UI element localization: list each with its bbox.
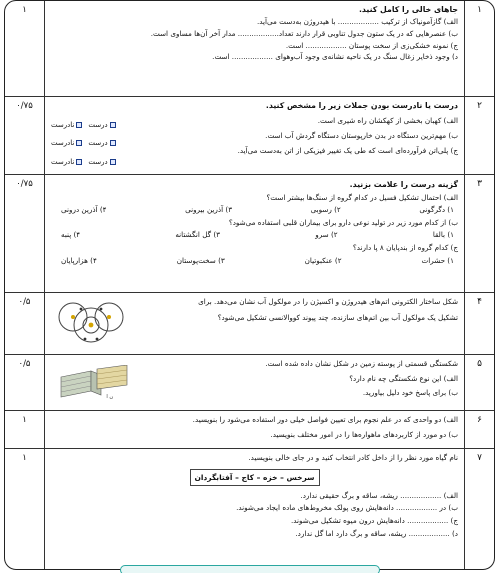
question-title: نام گیاه مورد نظر را از داخل کادر انتخاب کنید و در جای خالی بنویسید.: [248, 453, 458, 462]
options-row: [51, 255, 458, 268]
question-line: ب) در .................. دانه‌هایش روی پولک مخروط‌های ماده ایجاد می‌شوند.: [236, 503, 458, 513]
question-line: ب) دو مورد از کاربردهای ماهواره‌ها را در امور مختلف بنویسید.: [270, 429, 458, 439]
question-number: ۳: [464, 175, 494, 292]
question-line: ج) کدام گروه از بندپایان ۸ پا دارند؟: [352, 243, 458, 253]
question-line: د) وجود ذخایر زغال سنگ در یک ناحیه نشانه‌ی وجود آب‌وهوای .................. است.: [212, 52, 458, 62]
question-line: الف) احتمال تشکیل فسیل در کدام گروه از سنگ‌ها بیشتر است؟: [266, 192, 458, 202]
question-line: ج) نمونه خشکی‌زی از سخت پوستان .................. است.: [285, 40, 458, 50]
question-line: الف) دو واحدی که در علم نجوم برای تعیین فواصل خیلی دور استفاده می‌شود را بنویسید.: [192, 415, 458, 424]
question-7: [5, 449, 494, 570]
option[interactable]: ۱) بالقا: [432, 230, 454, 240]
question-line: د) .................. ریشه، ساقه و برگ دارد اما گل ندارد.: [295, 528, 458, 538]
option[interactable]: ۳) آذرین بیرونی: [185, 205, 233, 215]
exam-sheet: [4, 0, 495, 570]
question-line: تشکیل یک مولکول آب بین اتم‌های سازنده، چند پیوند کووالانسی تشکیل می‌شود؟: [217, 312, 458, 322]
checkbox[interactable]: [76, 140, 82, 146]
checkbox[interactable]: [110, 140, 116, 146]
question-2: [5, 97, 494, 175]
question-line: الف) .................. ریشه، ساقه و برگ حقیقی ندارد.: [300, 490, 458, 500]
question-line: الف) این نوع شکستگی چه نام دارد؟: [349, 373, 458, 383]
checkbox[interactable]: [76, 122, 82, 128]
word-box: سرخس – خزه – کاج – آفتابگردان: [190, 469, 320, 486]
question-line: الف) کهبان بخشی از کهکشان راه شیری است.: [317, 116, 458, 126]
figure-label: ن ا: [106, 394, 113, 400]
false-option[interactable]: نادرست: [51, 157, 82, 168]
question-score: ۱: [5, 1, 45, 96]
option[interactable]: ۱) دگرگونی: [419, 205, 454, 215]
question-score: ۰/۷۵: [5, 175, 45, 292]
false-option[interactable]: نادرست: [51, 138, 82, 149]
water-molecule-figure: [51, 297, 131, 349]
true-option[interactable]: درست: [88, 120, 115, 131]
question-1: [5, 1, 494, 97]
question-line: ب) مهم‌ترین دستگاه در بدن خارپوستان دستگاه گردش آب است.: [265, 130, 458, 140]
option[interactable]: ۳) گل انگشتانه: [175, 230, 221, 240]
fault-figure: [57, 365, 129, 401]
question-score: ۱: [5, 411, 45, 448]
question-number: ۵: [464, 355, 494, 410]
options-row: [51, 229, 458, 242]
question-score: ۱: [5, 449, 45, 570]
question-title: گزینه درست را علامت بزنید.: [349, 180, 458, 189]
question-score: ۰/۵: [5, 293, 45, 354]
question-title: درست یا نادرست بودن جملات زیر را مشخص کنید.: [265, 101, 458, 110]
option[interactable]: ۳) سخت‌پوستان: [176, 255, 225, 265]
option[interactable]: ۲) عنکبوتیان: [304, 255, 342, 265]
question-line: شکستگی قسمتی از پوسته زمین در شکل نشان داده شده است.: [265, 359, 458, 368]
question-line: ب) از کدام مورد زیر در تولید نوعی دارو برای بیماران قلبی استفاده می‌شود؟: [228, 217, 458, 227]
option[interactable]: ۴) پنبه: [61, 230, 81, 240]
option[interactable]: ۲) رسوبی: [310, 205, 341, 215]
question-line: شکل ساختار الکترونی اتم‌های هیدروژن و اکسیژن را در مولکول آب نشان می‌دهد. برای: [198, 297, 458, 306]
question-line: ب) برای پاسخ خود دلیل بیاورید.: [362, 388, 458, 398]
checkbox[interactable]: [110, 122, 116, 128]
question-5: [5, 355, 494, 411]
question-line: ب) عنصرهایی که در یک ستون جدول تناوبی قرار دارند تعداد.................. مدار آخر آن‌ها مساوی است.: [150, 28, 458, 38]
true-option[interactable]: درست: [88, 138, 115, 149]
question-number: ۶: [464, 411, 494, 448]
question-score: ۰/۷۵: [5, 97, 45, 174]
footer-bar: [120, 565, 380, 573]
question-line: ج) پلی‌اتن فرآورده‌ای است که طی یک تغییر فیزیکی از اتن به‌دست می‌آید.: [237, 145, 458, 155]
false-option[interactable]: نادرست: [51, 120, 82, 131]
options-row: [51, 204, 458, 217]
question-line: الف) گازآمونیاک از ترکیب .................. با هیدروژن به‌دست می‌آید.: [257, 17, 458, 27]
question-number: ۷: [464, 449, 494, 570]
checkbox[interactable]: [110, 159, 116, 165]
question-title: جاهای خالی را کامل کنید.: [358, 5, 458, 14]
question-line: ج) .................. دانه‌هایش درون میوه تشکیل می‌شوند.: [290, 515, 458, 525]
question-4: [5, 293, 494, 355]
option[interactable]: ۴) آذرین درونی: [61, 205, 107, 215]
question-score: ۰/۵: [5, 355, 45, 410]
question-3: [5, 175, 494, 293]
question-number: ۱: [464, 1, 494, 96]
option[interactable]: ۱) حشرات: [421, 255, 454, 265]
question-6: [5, 411, 494, 449]
option[interactable]: ۲) سرو: [315, 230, 338, 240]
question-number: ۴: [464, 293, 494, 354]
option[interactable]: ۴) هزارپایان: [61, 255, 97, 265]
checkbox[interactable]: [76, 159, 82, 165]
true-option[interactable]: درست: [88, 157, 115, 168]
question-number: ۲: [464, 97, 494, 174]
